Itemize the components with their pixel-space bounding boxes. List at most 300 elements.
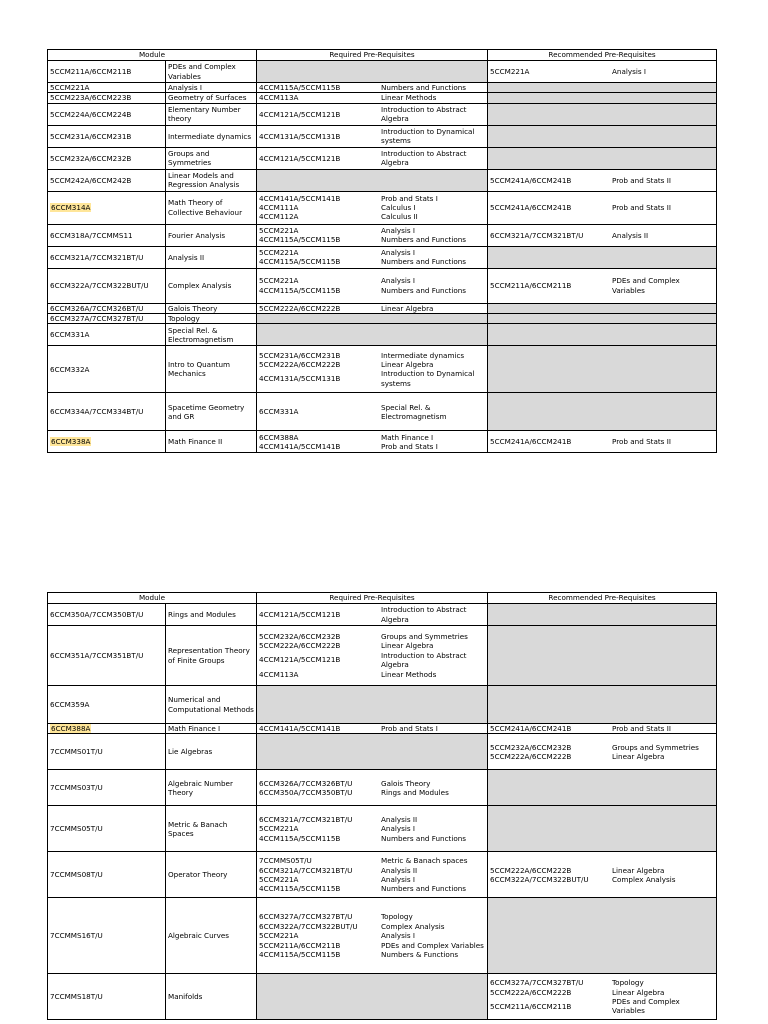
module-code-cell bbox=[48, 346, 166, 393]
module-code-cell bbox=[48, 324, 166, 346]
recommended-prereq-cell bbox=[488, 898, 717, 974]
prereq-code: 4CCM141A/5CCM141B bbox=[259, 441, 341, 451]
required-prereq-cell bbox=[257, 191, 488, 224]
prereq-title: Special Rel. & Electromagnetism bbox=[381, 402, 447, 421]
recommended-prereq-cell bbox=[488, 626, 717, 686]
prereq-code: 6CCM321A/7CCM321BT/U bbox=[490, 230, 584, 240]
prereq-code: 4CCM113A bbox=[259, 669, 299, 679]
prereq-title: Analysis II bbox=[381, 814, 418, 824]
module-code: 6CCM350A/7CCM350BT/U bbox=[50, 609, 144, 619]
recommended-prereq-cell bbox=[488, 604, 717, 626]
recommended-prereq-cell bbox=[488, 224, 717, 246]
prereq-title: Prob and Stats I bbox=[381, 724, 438, 733]
recommended-prereq-cell bbox=[488, 770, 717, 806]
module-code: 6CCM322A/7CCM322BUT/U bbox=[50, 281, 149, 291]
prereq-title: Linear Algebra bbox=[381, 303, 434, 313]
module-name: Galois Theory bbox=[166, 303, 257, 313]
prereq-entry bbox=[490, 437, 714, 446]
required-prereq-cell bbox=[257, 268, 488, 303]
prereq-title: Analysis I bbox=[381, 874, 416, 884]
prereq-entry bbox=[490, 997, 714, 1016]
prereq-title: PDEs and Complex Variables bbox=[381, 940, 484, 950]
recommended-prereq-cell bbox=[488, 61, 717, 83]
prereq-entry bbox=[259, 194, 485, 203]
prereq-title: Linear Algebra bbox=[381, 641, 434, 651]
prereq-code: 4CCM113A bbox=[259, 93, 299, 103]
prereq-title: Analysis I bbox=[612, 66, 647, 76]
prereq-code: 5CCM222A/6CCM222B bbox=[259, 303, 341, 313]
prereq-title: Complex Analysis bbox=[612, 874, 676, 884]
prereq-code: 5CCM221A bbox=[259, 247, 299, 257]
prereq-entry bbox=[259, 304, 485, 313]
prereq-code: 5CCM222A/6CCM222B bbox=[490, 865, 572, 875]
table-row bbox=[48, 324, 717, 346]
recommended-prereq-cell bbox=[488, 103, 717, 125]
prereq-title: Intermediate dynamics bbox=[381, 350, 465, 360]
module-code-cell bbox=[48, 147, 166, 169]
table-row bbox=[48, 147, 717, 169]
prereq-code: 5CCM231A/6CCM231B bbox=[259, 350, 341, 360]
prereq-title: Analysis I bbox=[381, 225, 416, 235]
prereq-title: Introduction to Abstract Algebra bbox=[381, 650, 467, 670]
table-header-row bbox=[48, 50, 717, 61]
recommended-prereq-cell bbox=[488, 83, 717, 93]
prereq-title: Linear Algebra bbox=[612, 987, 665, 997]
module-name: Analysis I bbox=[166, 83, 257, 93]
prereq-entry bbox=[259, 248, 485, 257]
table-row bbox=[48, 83, 717, 93]
prereq-code: 4CCM121A/5CCM121B bbox=[259, 655, 341, 665]
prereq-code: 5CCM222A/6CCM222B bbox=[259, 360, 341, 370]
module-code-cell bbox=[48, 431, 166, 453]
prereq-title: Topology bbox=[612, 978, 644, 988]
module-code-cell bbox=[48, 103, 166, 125]
prereq-entry bbox=[490, 866, 714, 875]
prereq-code: 4CCM115A/5CCM115B bbox=[259, 257, 341, 267]
module-name: Analysis II bbox=[166, 246, 257, 268]
prereq-code: 6CCM322A/7CCM322BUT/U bbox=[259, 921, 358, 931]
module-code-cell bbox=[48, 626, 166, 686]
prereq-title: Linear Algebra bbox=[612, 865, 665, 875]
prereq-code: 5CCM222A/6CCM222B bbox=[259, 641, 341, 651]
module-name: Numerical and Computational Methods bbox=[166, 686, 257, 724]
recommended-prereq-cell bbox=[488, 324, 717, 346]
module-code: 5CCM232A/6CCM232B bbox=[50, 153, 132, 163]
required-prereq-cell bbox=[257, 770, 488, 806]
table-row bbox=[48, 974, 717, 1020]
prereq-code: 4CCM112A bbox=[259, 212, 299, 222]
prereq-entry bbox=[259, 884, 485, 893]
module-name: Geometry of Surfaces bbox=[166, 93, 257, 103]
module-name: Representation Theory of Finite Groups bbox=[166, 626, 257, 686]
module-code-cell bbox=[48, 125, 166, 147]
prereq-title: Numbers and Functions bbox=[381, 257, 467, 267]
table-row bbox=[48, 393, 717, 431]
prereq-title: PDEs and Complex Variables bbox=[612, 996, 680, 1016]
prereq-title: Analysis I bbox=[381, 276, 416, 286]
prereq-code: 6CCM322A/7CCM322BUT/U bbox=[490, 874, 589, 884]
module-name: PDEs and Complex Variables bbox=[166, 61, 257, 83]
required-prereq-cell bbox=[257, 61, 488, 83]
prereq-entry bbox=[259, 950, 485, 959]
prereq-code: 4CCM141A/5CCM141B bbox=[259, 724, 341, 733]
module-code-cell bbox=[48, 169, 166, 191]
prereq-code: 5CCM221A bbox=[259, 225, 299, 235]
prerequisites-table-1 bbox=[47, 49, 717, 453]
prereq-code: 6CCM326A/7CCM326BT/U bbox=[259, 778, 353, 788]
module-code-cell bbox=[48, 93, 166, 103]
prereq-entry bbox=[259, 788, 485, 797]
module-name: Rings and Modules bbox=[166, 604, 257, 626]
prereq-title: Calculus II bbox=[381, 212, 418, 222]
required-prereq-cell bbox=[257, 974, 488, 1020]
prereq-title: Prob and Stats II bbox=[612, 175, 671, 185]
module-code: 7CCMMS18T/U bbox=[50, 992, 103, 1002]
required-prereq-cell bbox=[257, 147, 488, 169]
table-row bbox=[48, 191, 717, 224]
table-row bbox=[48, 303, 717, 313]
prereq-entry bbox=[259, 632, 485, 641]
prereq-entry bbox=[259, 235, 485, 244]
prereq-title: Numbers and Functions bbox=[381, 235, 467, 245]
module-name: Operator Theory bbox=[166, 852, 257, 898]
module-code-cell bbox=[48, 604, 166, 626]
module-name: Algebraic Number Theory bbox=[166, 770, 257, 806]
table-row bbox=[48, 734, 717, 770]
prereq-code: 4CCM121A/5CCM121B bbox=[259, 153, 341, 163]
required-prereq-cell bbox=[257, 314, 488, 324]
module-name: Intro to Quantum Mechanics bbox=[166, 346, 257, 393]
module-code: 7CCMMS01T/U bbox=[50, 747, 103, 757]
module-code: 6CCM321A/7CCM321BT/U bbox=[50, 252, 144, 262]
prereq-code: 4CCM115A/5CCM115B bbox=[259, 285, 341, 295]
prereq-title: Analysis II bbox=[381, 865, 418, 875]
module-code: 6CCM351A/7CCM351BT/U bbox=[50, 650, 144, 660]
prereq-entry bbox=[259, 834, 485, 843]
table-row bbox=[48, 314, 717, 324]
table-row bbox=[48, 246, 717, 268]
prereq-entry bbox=[259, 931, 485, 940]
module-code-cell bbox=[48, 806, 166, 852]
prereq-code: 5CCM221A bbox=[490, 66, 530, 76]
required-prereq-cell bbox=[257, 169, 488, 191]
prereq-title: Analysis I bbox=[381, 247, 416, 257]
prereq-title: Calculus I bbox=[381, 203, 416, 213]
prereq-title: Analysis I bbox=[381, 824, 416, 834]
table-row bbox=[48, 103, 717, 125]
prereq-code: 4CCM115A/5CCM115B bbox=[259, 833, 341, 843]
module-code-cell bbox=[48, 61, 166, 83]
module-code: 5CCM221A bbox=[50, 83, 90, 92]
prereq-code: 5CCM221A bbox=[259, 824, 299, 834]
prereq-title: Introduction to Dynamical systems bbox=[381, 126, 475, 146]
module-code: 5CCM211A/6CCM211B bbox=[50, 66, 132, 76]
prereq-entry bbox=[259, 351, 485, 360]
prereq-entry bbox=[259, 724, 485, 733]
prereq-code: 5CCM221A bbox=[259, 276, 299, 286]
prereq-entry bbox=[259, 651, 485, 670]
prereq-entry bbox=[259, 105, 485, 124]
module-name: Special Rel. & Electromagnetism bbox=[166, 324, 257, 346]
prereq-code: 5CCM241A/6CCM241B bbox=[490, 724, 572, 733]
recommended-prereq-cell bbox=[488, 806, 717, 852]
prereq-entry bbox=[490, 203, 714, 212]
table-row bbox=[48, 770, 717, 806]
table-header-row bbox=[48, 593, 717, 604]
module-code: 6CCM318A/7CCMMS11 bbox=[50, 230, 133, 240]
recommended-prereq-cell bbox=[488, 246, 717, 268]
prereq-title: Rings and Modules bbox=[381, 787, 449, 797]
prereq-entry bbox=[259, 276, 485, 285]
module-name: Math Theory of Collective Behaviour bbox=[166, 191, 257, 224]
module-name: Algebraic Curves bbox=[166, 898, 257, 974]
module-name: Metric & Banach Spaces bbox=[166, 806, 257, 852]
module-name: Intermediate dynamics bbox=[166, 125, 257, 147]
required-prereq-cell bbox=[257, 103, 488, 125]
module-code-cell bbox=[48, 852, 166, 898]
prereq-code: 4CCM121A/5CCM121B bbox=[259, 609, 341, 619]
module-header: Module bbox=[48, 593, 257, 604]
module-code: 7CCMMS05T/U bbox=[50, 824, 103, 834]
recommended-prereq-cell bbox=[488, 724, 717, 734]
required-prereq-cell bbox=[257, 125, 488, 147]
recommended-prereq-cell bbox=[488, 303, 717, 313]
prereq-code: 4CCM141A/5CCM141B bbox=[259, 193, 341, 203]
prereq-entry bbox=[259, 922, 485, 931]
prereq-entry bbox=[490, 875, 714, 884]
table-row bbox=[48, 431, 717, 453]
recommended-prereq-cell bbox=[488, 125, 717, 147]
prereq-title: Linear Methods bbox=[381, 669, 437, 679]
module-name: Linear Models and Regression Analysis bbox=[166, 169, 257, 191]
module-name: Math Finance II bbox=[166, 431, 257, 453]
required-header: Required Pre-Requisites bbox=[257, 593, 488, 604]
module-code-cell bbox=[48, 898, 166, 974]
table-row bbox=[48, 268, 717, 303]
recommended-prereq-cell bbox=[488, 852, 717, 898]
module-header: Module bbox=[48, 50, 257, 61]
prereq-entry bbox=[490, 988, 714, 997]
module-name: Elementary Number theory bbox=[166, 103, 257, 125]
recommended-header: Recommended Pre-Requisites bbox=[488, 50, 717, 61]
prereq-title: Galois Theory bbox=[381, 778, 431, 788]
table-row bbox=[48, 852, 717, 898]
prereq-title: Groups and Symmetries bbox=[381, 632, 468, 642]
prereq-code: 5CCM232A/6CCM232B bbox=[259, 632, 341, 642]
required-prereq-cell bbox=[257, 346, 488, 393]
prereq-entry bbox=[490, 752, 714, 761]
prereq-entry bbox=[259, 149, 485, 168]
module-code: 6CCM332A bbox=[50, 364, 90, 374]
prereq-title: Prob and Stats I bbox=[381, 193, 438, 203]
prereq-entry bbox=[259, 360, 485, 369]
prereq-code: 5CCM211A/6CCM211B bbox=[259, 940, 341, 950]
table-row bbox=[48, 346, 717, 393]
module-code: 6CCM326A/7CCM326BT/U bbox=[50, 303, 144, 313]
recommended-prereq-cell bbox=[488, 314, 717, 324]
module-name: Complex Analysis bbox=[166, 268, 257, 303]
prereq-entry bbox=[259, 93, 485, 102]
prereq-title: Linear Algebra bbox=[381, 360, 434, 370]
table-row bbox=[48, 93, 717, 103]
required-prereq-cell bbox=[257, 324, 488, 346]
module-code-cell bbox=[48, 303, 166, 313]
module-name: Spacetime Geometry and GR bbox=[166, 393, 257, 431]
prereq-title: Linear Algebra bbox=[612, 751, 665, 761]
recommended-prereq-cell bbox=[488, 268, 717, 303]
recommended-prereq-cell bbox=[488, 169, 717, 191]
prereq-title: Introduction to Dynamical systems bbox=[381, 369, 475, 388]
module-code-cell bbox=[48, 246, 166, 268]
prereq-entry bbox=[259, 203, 485, 212]
prereq-entry bbox=[259, 941, 485, 950]
prereq-code: 5CCM232A/6CCM232B bbox=[490, 742, 572, 752]
module-code-cell bbox=[48, 224, 166, 246]
module-name: Math Finance I bbox=[166, 724, 257, 734]
recommended-prereq-cell bbox=[488, 686, 717, 724]
prereq-code: 6CCM321A/7CCM321BT/U bbox=[259, 814, 353, 824]
prereq-code: 4CCM115A/5CCM115B bbox=[259, 83, 341, 92]
prereq-entry bbox=[259, 226, 485, 235]
prereq-code: 4CCM121A/5CCM121B bbox=[259, 109, 341, 119]
prereq-entry bbox=[490, 978, 714, 987]
table-row bbox=[48, 724, 717, 734]
prereq-entry bbox=[259, 779, 485, 788]
required-prereq-cell bbox=[257, 806, 488, 852]
prereq-code: 6CCM350A/7CCM350BT/U bbox=[259, 787, 353, 797]
module-name: Fourier Analysis bbox=[166, 224, 257, 246]
prereq-code: 5CCM221A bbox=[259, 931, 299, 941]
prereq-title: Prob and Stats II bbox=[612, 437, 671, 447]
module-code: 6CCM338A bbox=[51, 437, 91, 447]
module-code-cell bbox=[48, 191, 166, 224]
module-name: Groups and Symmetries bbox=[166, 147, 257, 169]
module-code: 5CCM242A/6CCM242B bbox=[50, 175, 132, 185]
table-body bbox=[48, 604, 717, 1020]
recommended-prereq-cell bbox=[488, 93, 717, 103]
prereq-title: Complex Analysis bbox=[381, 921, 445, 931]
module-code: 6CCM388A bbox=[51, 724, 91, 733]
module-code: 7CCMMS03T/U bbox=[50, 783, 103, 793]
prereq-code: 5CCM222A/6CCM222B bbox=[490, 751, 572, 761]
module-code: 5CCM231A/6CCM231B bbox=[50, 131, 132, 141]
prereq-title: Math Finance I bbox=[381, 432, 434, 442]
prereq-entry bbox=[259, 670, 485, 679]
module-code: 6CCM327A/7CCM327BT/U bbox=[50, 314, 144, 324]
prereq-entry bbox=[259, 286, 485, 295]
prereq-title: Numbers & Functions bbox=[381, 949, 459, 959]
prereq-title: Groups and Symmetries bbox=[612, 742, 699, 752]
recommended-header: Recommended Pre-Requisites bbox=[488, 593, 717, 604]
prereq-code: 6CCM331A bbox=[259, 407, 299, 417]
prereq-entry bbox=[259, 605, 485, 624]
prereq-entry bbox=[259, 866, 485, 875]
required-prereq-cell bbox=[257, 83, 488, 93]
module-code: 5CCM224A/6CCM224B bbox=[50, 109, 132, 119]
table-row bbox=[48, 169, 717, 191]
recommended-prereq-cell bbox=[488, 147, 717, 169]
module-code: 7CCMMS08T/U bbox=[50, 870, 103, 880]
table-row bbox=[48, 224, 717, 246]
module-code-cell bbox=[48, 724, 166, 734]
prereq-title: Introduction to Abstract Algebra bbox=[381, 104, 467, 124]
module-code-cell bbox=[48, 734, 166, 770]
prereq-entry bbox=[259, 403, 485, 422]
prereq-entry bbox=[259, 257, 485, 266]
prereq-code: 5CCM221A bbox=[259, 874, 299, 884]
required-prereq-cell bbox=[257, 604, 488, 626]
recommended-prereq-cell bbox=[488, 734, 717, 770]
module-name: Manifolds bbox=[166, 974, 257, 1020]
prereq-code: 5CCM211A/6CCM211B bbox=[490, 1001, 572, 1011]
required-prereq-cell bbox=[257, 734, 488, 770]
prereq-code: 5CCM211A/6CCM211B bbox=[490, 281, 572, 291]
prereq-title: PDEs and Complex Variables bbox=[612, 276, 680, 295]
prereq-title: Numbers and Functions bbox=[381, 83, 467, 92]
prereq-code: 7CCMMS05T/U bbox=[259, 856, 312, 866]
prereq-entry bbox=[259, 641, 485, 650]
table-row bbox=[48, 626, 717, 686]
prereq-entry bbox=[259, 856, 485, 865]
prereq-title: Prob and Stats II bbox=[612, 724, 671, 733]
table-row bbox=[48, 686, 717, 724]
module-code-cell bbox=[48, 393, 166, 431]
required-prereq-cell bbox=[257, 626, 488, 686]
recommended-prereq-cell bbox=[488, 393, 717, 431]
prereq-title: Prob and Stats II bbox=[612, 203, 671, 213]
table-row bbox=[48, 61, 717, 83]
prereq-code: 5CCM222A/6CCM222B bbox=[490, 987, 572, 997]
module-name: Lie Algebras bbox=[166, 734, 257, 770]
module-code-cell bbox=[48, 974, 166, 1020]
prereq-title: Topology bbox=[381, 912, 413, 922]
prereq-entry bbox=[259, 83, 485, 92]
prereq-code: 5CCM241A/6CCM241B bbox=[490, 437, 572, 447]
prereq-title: Prob and Stats I bbox=[381, 441, 438, 451]
required-prereq-cell bbox=[257, 898, 488, 974]
table-body bbox=[48, 61, 717, 453]
required-prereq-cell bbox=[257, 852, 488, 898]
prereq-entry bbox=[259, 442, 485, 451]
prereq-code: 4CCM115A/5CCM115B bbox=[259, 235, 341, 245]
required-prereq-cell bbox=[257, 431, 488, 453]
module-code: 6CCM314A bbox=[51, 203, 91, 213]
prereq-entry bbox=[490, 724, 714, 733]
prereq-entry bbox=[259, 824, 485, 833]
prereq-code: 4CCM115A/5CCM115B bbox=[259, 949, 341, 959]
required-prereq-cell bbox=[257, 724, 488, 734]
module-code-cell bbox=[48, 268, 166, 303]
required-prereq-cell bbox=[257, 686, 488, 724]
prereq-code: 5CCM241A/6CCM241B bbox=[490, 203, 572, 213]
required-prereq-cell bbox=[257, 93, 488, 103]
table-row bbox=[48, 604, 717, 626]
recommended-prereq-cell bbox=[488, 346, 717, 393]
recommended-prereq-cell bbox=[488, 974, 717, 1020]
prereq-entry bbox=[490, 176, 714, 185]
prereq-entry bbox=[259, 912, 485, 921]
prereq-code: 4CCM131A/5CCM131B bbox=[259, 374, 341, 384]
prereq-code: 4CCM115A/5CCM115B bbox=[259, 884, 341, 894]
module-code-cell bbox=[48, 314, 166, 324]
prerequisites-table-2 bbox=[47, 592, 717, 1020]
prereq-code: 6CCM327A/7CCM327BT/U bbox=[490, 978, 584, 988]
prereq-title: Numbers and Functions bbox=[381, 884, 467, 894]
prereq-code: 6CCM388A bbox=[259, 432, 299, 442]
prereq-title: Metric & Banach spaces bbox=[381, 856, 468, 866]
prereq-entry bbox=[490, 276, 714, 295]
prereq-code: 4CCM131A/5CCM131B bbox=[259, 131, 341, 141]
